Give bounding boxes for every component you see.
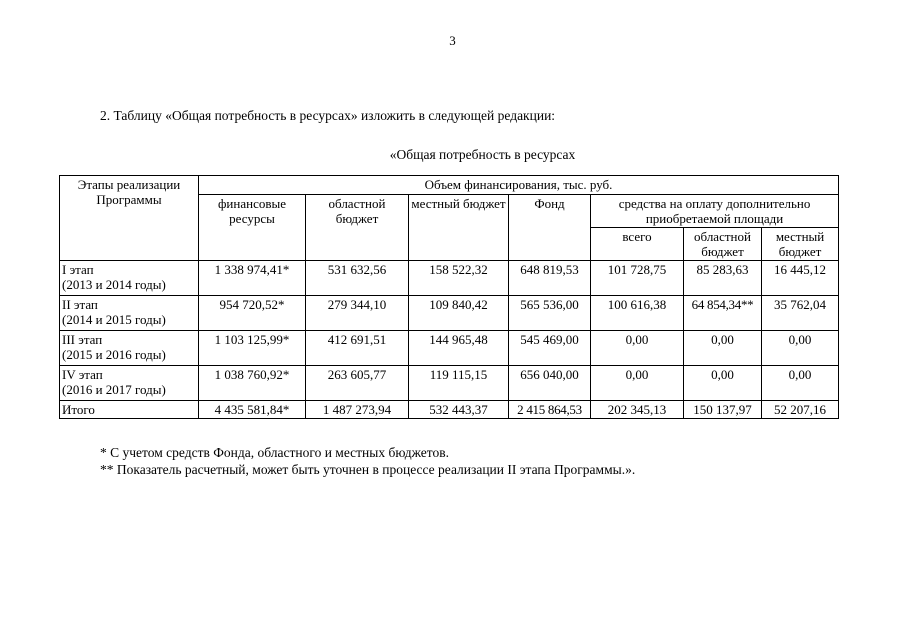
cell-regional: 263 605,77 bbox=[306, 366, 409, 401]
total-extra-local: 52 207,16 bbox=[762, 401, 839, 419]
total-local: 532 443,37 bbox=[409, 401, 509, 419]
table-row bbox=[60, 366, 839, 401]
header-regional: областной бюджет bbox=[306, 195, 409, 261]
table-row bbox=[60, 331, 839, 366]
total-row bbox=[60, 401, 839, 419]
stage-name: II этап bbox=[62, 297, 98, 312]
cell-total: 0,00 bbox=[591, 366, 684, 401]
intro-paragraph: 2. Таблицу «Общая потребность в ресурсах» изложить в следующей редакции: bbox=[100, 108, 556, 123]
header-stages: Этапы реализации Программы bbox=[60, 176, 199, 261]
stage-years: (2014 и 2015 годы) bbox=[62, 312, 166, 327]
table-row bbox=[60, 296, 839, 331]
stage-name: III этап bbox=[62, 332, 103, 347]
header-local: местный бюджет bbox=[409, 195, 509, 261]
cell-local: 144 965,48 bbox=[409, 331, 509, 366]
table-row bbox=[60, 261, 839, 296]
page-number: 3 bbox=[449, 33, 456, 48]
total-fund: 2 415 864,53 bbox=[509, 401, 591, 419]
cell-fund: 545 469,00 bbox=[509, 331, 591, 366]
header-extra-local: местный бюджет bbox=[762, 228, 839, 261]
header-total: всего bbox=[591, 228, 684, 261]
cell-regional: 412 691,51 bbox=[306, 331, 409, 366]
cell-regional: 531 632,56 bbox=[306, 261, 409, 296]
header-extra-regional: областной бюджет bbox=[684, 228, 762, 261]
footnote: * С учетом средств Фонда, областного и местных бюджетов. bbox=[100, 445, 449, 460]
footnotes bbox=[100, 444, 635, 478]
resources-table bbox=[59, 175, 839, 419]
cell-total: 101 728,75 bbox=[591, 261, 684, 296]
header-financial: финансовые ресурсы bbox=[199, 195, 306, 261]
cell-fund: 656 040,00 bbox=[509, 366, 591, 401]
cell-local: 158 522,32 bbox=[409, 261, 509, 296]
cell-extra-regional: 64 854,34** bbox=[684, 296, 762, 331]
stage-name: I этап bbox=[62, 262, 94, 277]
stage-years: (2015 и 2016 годы) bbox=[62, 347, 166, 362]
table-title: «Общая потребность в ресурсах bbox=[389, 147, 576, 162]
cell-extra-local: 35 762,04 bbox=[762, 296, 839, 331]
total-total: 202 345,13 bbox=[591, 401, 684, 419]
footnote: ** Показатель расчетный, может быть уточнен в процессе реализации II этапа Программы.». bbox=[100, 462, 636, 477]
cell-extra-regional: 0,00 bbox=[684, 366, 762, 401]
cell-financial: 954 720,52* bbox=[199, 296, 306, 331]
cell-extra-local: 0,00 bbox=[762, 366, 839, 401]
stage-name: IV этап bbox=[62, 367, 103, 382]
cell-financial: 1 038 760,92* bbox=[199, 366, 306, 401]
cell-extra-local: 16 445,12 bbox=[762, 261, 839, 296]
cell-financial: 1 103 125,99* bbox=[199, 331, 306, 366]
cell-total: 0,00 bbox=[591, 331, 684, 366]
total-extra-regional: 150 137,97 bbox=[684, 401, 762, 419]
cell-fund: 565 536,00 bbox=[509, 296, 591, 331]
cell-extra-local: 0,00 bbox=[762, 331, 839, 366]
cell-extra-regional: 0,00 bbox=[684, 331, 762, 366]
total-financial: 4 435 581,84* bbox=[199, 401, 306, 419]
header-extra: средства на оплату дополнительно приобретаемой площади bbox=[591, 195, 839, 228]
cell-total: 100 616,38 bbox=[591, 296, 684, 331]
header-fund: Фонд bbox=[509, 195, 591, 261]
stage-years: (2016 и 2017 годы) bbox=[62, 382, 166, 397]
cell-local: 119 115,15 bbox=[409, 366, 509, 401]
header-funding: Объем финансирования, тыс. руб. bbox=[199, 176, 839, 195]
cell-financial: 1 338 974,41* bbox=[199, 261, 306, 296]
total-regional: 1 487 273,94 bbox=[306, 401, 409, 419]
stage-years: (2013 и 2014 годы) bbox=[62, 277, 166, 292]
cell-regional: 279 344,10 bbox=[306, 296, 409, 331]
cell-fund: 648 819,53 bbox=[509, 261, 591, 296]
cell-extra-regional: 85 283,63 bbox=[684, 261, 762, 296]
total-label: Итого bbox=[60, 401, 199, 419]
cell-local: 109 840,42 bbox=[409, 296, 509, 331]
